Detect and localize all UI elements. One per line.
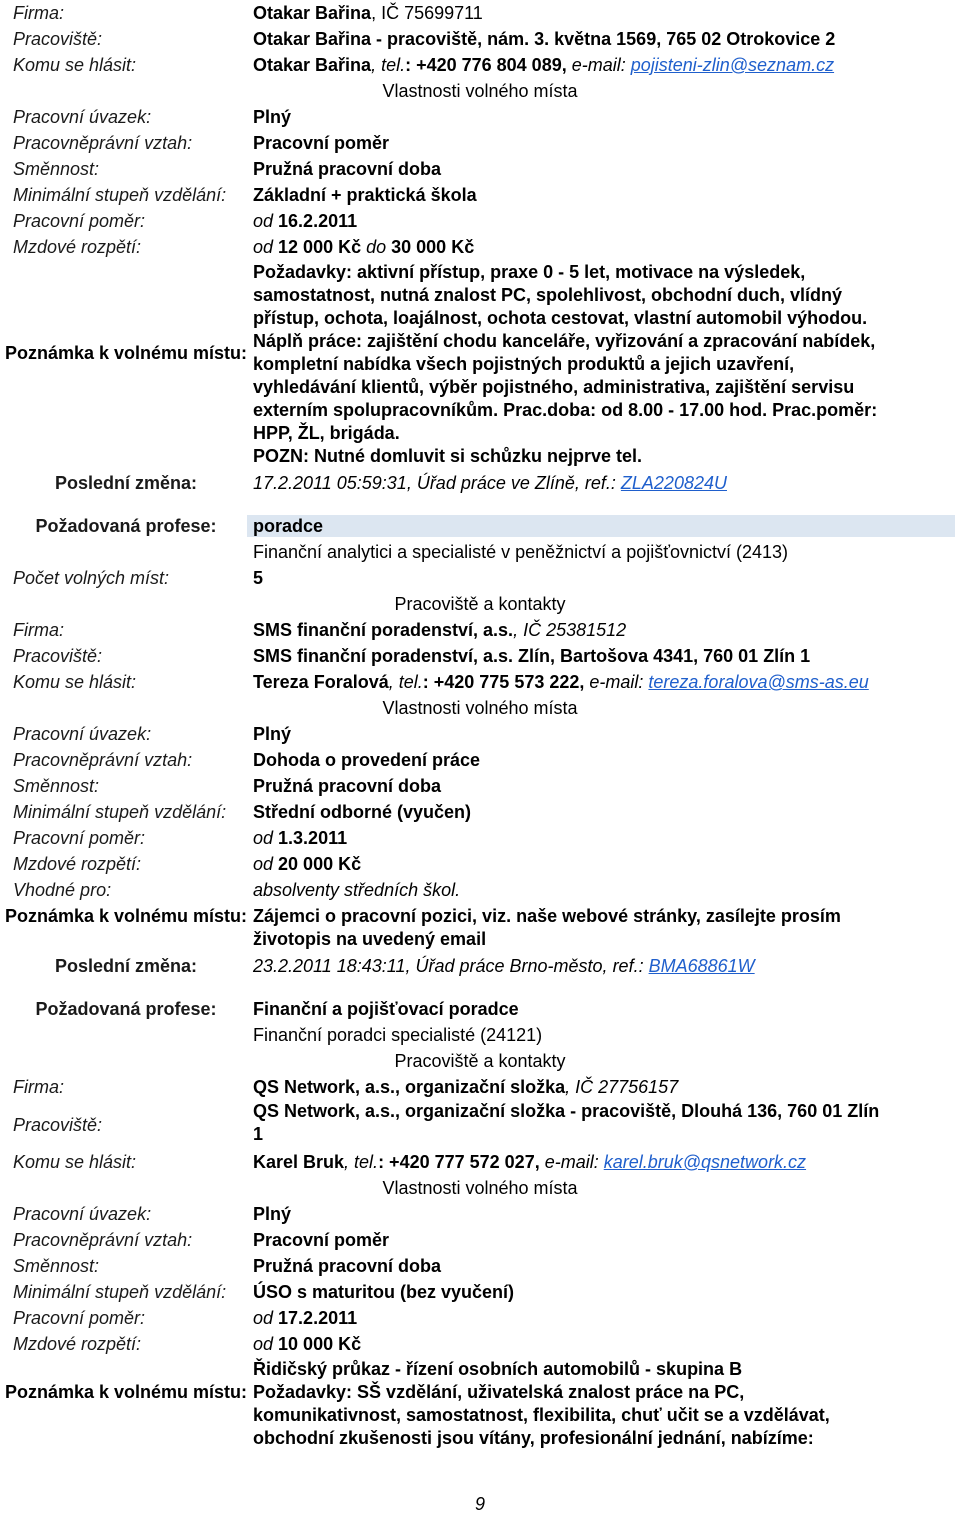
- e2-pomer-row: [0, 825, 960, 851]
- e3-note-text: Řidičský průkaz - řízení osobních automobilů - skupina B Požadavky: SŠ vzdělání, uživatelská znalost práce na PC, komunikativnost, samostatnost, flexibilita, chuť učit se a vzdělávat, obchodní zkušenosti jsou vítány, profesionální jednání, nabízíme:: [253, 1359, 830, 1448]
- e1-mzda-label: Mzdové rozpětí:: [13, 237, 142, 257]
- e2-section-row: [0, 695, 960, 721]
- e1-email-link[interactable]: pojisteni-zlin@seznam.cz: [630, 55, 835, 75]
- e2-mzda-row: [0, 851, 960, 877]
- e2-contacts-row: [0, 591, 960, 617]
- e1-uvazek-row: [0, 104, 960, 130]
- e2-pracoviste-row: [0, 643, 960, 669]
- e2-note-text: Zájemci o pracovní pozici, viz. naše webové stránky, zasílejte prosím životopis na uvedený email: [253, 906, 841, 949]
- e2-zmena-label: Poslední změna:: [54, 956, 198, 976]
- e2-pocet-value: 5: [253, 568, 264, 588]
- e2-uvazek-row: [0, 721, 960, 747]
- e1-smen-row: [0, 156, 960, 182]
- e3-contacts-heading: Pracoviště a kontakty: [394, 1051, 566, 1071]
- e3-pomer-value: od 17.2.2011: [253, 1308, 358, 1328]
- e2-pocet-label: Počet volných míst:: [13, 568, 170, 588]
- e3-uvazek-label: Pracovní úvazek:: [13, 1204, 152, 1224]
- e2-vzdel-value: Střední odborné (vyučen): [253, 802, 472, 822]
- e3-firma-value: QS Network, a.s., organizační složka, IČ 27756157: [253, 1077, 679, 1097]
- e1-mzda-value: od 12 000 Kč do 30 000 Kč: [253, 237, 475, 257]
- e1-zmena-row: [0, 470, 960, 496]
- e2-vhodne-value: absolventy středních škol.: [253, 880, 461, 900]
- e1-smen-value: Pružná pracovní doba: [253, 159, 442, 179]
- e3-profese-sub: Finanční poradci specialisté (24121): [253, 1025, 543, 1045]
- e3-contacts-row: [0, 1048, 960, 1074]
- e1-vztah-value: Pracovní poměr: [253, 133, 390, 153]
- e3-vztah-row: [0, 1227, 960, 1253]
- e3-pomer-row: [0, 1305, 960, 1331]
- e2-pocet-row: [0, 565, 960, 591]
- e3-smen-row: [0, 1253, 960, 1279]
- e2-section-heading: Vlastnosti volného místa: [382, 698, 578, 718]
- e3-mzda-row: [0, 1331, 960, 1357]
- e2-mzda-label: Mzdové rozpětí:: [13, 854, 142, 874]
- e3-vztah-label: Pracovněprávní vztah:: [13, 1230, 193, 1250]
- e2-email-link[interactable]: tereza.foralova@sms-as.eu: [648, 672, 869, 692]
- e2-vhodne-label: Vhodné pro:: [13, 880, 112, 900]
- e2-ref-link[interactable]: BMA68861W: [648, 956, 755, 976]
- e1-vztah-label: Pracovněprávní vztah:: [13, 133, 193, 153]
- e2-smen-row: [0, 773, 960, 799]
- e3-mzda-value: od 10 000 Kč: [253, 1334, 362, 1354]
- e2-vztah-label: Pracovněprávní vztah:: [13, 750, 193, 770]
- e2-vztah-row: [0, 747, 960, 773]
- e2-firma-label: Firma:: [13, 620, 64, 640]
- e2-vztah-value: Dohoda o provedení práce: [253, 750, 481, 770]
- e2-profese-value: poradce: [253, 516, 324, 536]
- e3-profese-sub-row: [0, 1022, 960, 1048]
- e3-section-heading: Vlastnosti volného místa: [382, 1178, 578, 1198]
- e3-smen-value: Pružná pracovní doba: [253, 1256, 442, 1276]
- e2-profese-label: Požadovaná profese:: [35, 516, 217, 536]
- e3-smen-label: Směnnost:: [13, 1256, 100, 1276]
- e1-firma-label: Firma:: [13, 3, 64, 23]
- e2-profese-row: [0, 513, 960, 539]
- e2-firma-row: [0, 617, 960, 643]
- e2-vzdel-label: Minimální stupeň vzdělání:: [13, 802, 227, 822]
- e2-komu-label: Komu se hlásit:: [13, 672, 137, 692]
- e2-uvazek-value: Plný: [253, 724, 292, 744]
- e1-pomer-row: [0, 208, 960, 234]
- e1-zmena-label: Poslední změna:: [54, 473, 198, 493]
- e3-profese-label: Požadovaná profese:: [35, 999, 217, 1019]
- e1-firma-row: [0, 0, 960, 26]
- e1-pracoviste-label: Pracoviště:: [13, 29, 103, 49]
- e3-komu-value: Karel Bruk, tel.: +420 777 572 027, e-mail: karel.bruk@qsnetwork.cz: [253, 1152, 807, 1172]
- e1-vzdel-row: [0, 182, 960, 208]
- page-number: 9: [474, 1494, 485, 1514]
- e2-pracoviste-label: Pracoviště:: [13, 646, 103, 666]
- e3-note-label: Poznámka k volnému místu:: [4, 1382, 248, 1402]
- e2-pomer-label: Pracovní poměr:: [13, 828, 146, 848]
- e2-vzdel-row: [0, 799, 960, 825]
- e3-uvazek-row: [0, 1201, 960, 1227]
- e1-vzdel-value: Základní + praktická škola: [253, 185, 477, 205]
- e3-mzda-label: Mzdové rozpětí:: [13, 1334, 142, 1354]
- e2-profese-sub-row: [0, 539, 960, 565]
- e1-note-text: Požadavky: aktivní přístup, praxe 0 - 5 let, motivace na výsledek, samostatnost, nutná znalost PC, spolehlivost, obchodní duch, vlídný přístup, ochota, loajálnost, ochota cestovat, vlastní automobil výhodou. Náplň práce: zajištění chodu kanceláře, vyřizování a zpracování nabídek, kompletní nabídka všech pojistných produktů a jejich uzavření, vyhledávání klientů, výběr pojistného, administrativa, zajištění servisu externím spolupracovníkům. Prac.doba: od 8.00 - 17.00 hod. Prac.poměr: HPP, ŽL, brigáda. POZN: Nutné domluvit si schůzku nejprve tel.: [253, 262, 878, 466]
- e2-pracoviste-value: SMS finanční poradenství, a.s. Zlín, Bartošova 4341, 760 01 Zlín 1: [253, 646, 811, 666]
- e1-ref-link[interactable]: ZLA220824U: [620, 473, 727, 493]
- e3-komu-label: Komu se hlásit:: [13, 1152, 137, 1172]
- e1-mzda-row: [0, 234, 960, 260]
- e3-vztah-value: Pracovní poměr: [253, 1230, 390, 1250]
- e3-pracoviste-label: Pracoviště:: [13, 1115, 103, 1135]
- e1-uvazek-label: Pracovní úvazek:: [13, 107, 152, 127]
- e2-contacts-heading: Pracoviště a kontakty: [394, 594, 566, 614]
- e1-vzdel-label: Minimální stupeň vzdělání:: [13, 185, 227, 205]
- e2-vhodne-row: [0, 877, 960, 903]
- e3-pomer-label: Pracovní poměr:: [13, 1308, 146, 1328]
- e3-firma-row: [0, 1074, 960, 1100]
- e3-section-row: [0, 1175, 960, 1201]
- e1-section-heading: Vlastnosti volného místa: [382, 81, 578, 101]
- e2-profese-sub: Finanční analytici a specialisté v peněžnictví a pojišťovnictví (2413): [253, 542, 789, 562]
- e1-pracoviste-row: [0, 26, 960, 52]
- e1-vztah-row: [0, 130, 960, 156]
- e2-komu-row: [0, 669, 960, 695]
- e2-smen-label: Směnnost:: [13, 776, 100, 796]
- e3-vzdel-value: ÚSO s maturitou (bez vyučení): [253, 1282, 515, 1302]
- e2-note-label: Poznámka k volnému místu:: [4, 906, 248, 926]
- e3-komu-row: [0, 1149, 960, 1175]
- e2-zmena-row: [0, 953, 960, 979]
- e3-vzdel-row: [0, 1279, 960, 1305]
- e1-note-label: Poznámka k volnému místu:: [4, 343, 248, 363]
- e1-zmena-value: 17.2.2011 05:59:31, Úřad práce ve Zlíně, ref.: ZLA220824U: [253, 473, 727, 493]
- e1-pomer-value: od 16.2.2011: [253, 211, 358, 231]
- e2-zmena-value: 23.2.2011 18:43:11, Úřad práce Brno-město, ref.: BMA68861W: [253, 956, 755, 976]
- e2-smen-value: Pružná pracovní doba: [253, 776, 442, 796]
- e2-uvazek-label: Pracovní úvazek:: [13, 724, 152, 744]
- e1-komu-value: Otakar Bařina, tel.: +420 776 804 089, e-mail: pojisteni-zlin@seznam.cz: [253, 55, 835, 75]
- e3-uvazek-value: Plný: [253, 1204, 292, 1224]
- e2-pomer-value: od 1.3.2011: [253, 828, 348, 848]
- e1-section-row: [0, 78, 960, 104]
- e1-komu-row: [0, 52, 960, 78]
- e3-pracoviste-value: QS Network, a.s., organizační složka - pracoviště, Dlouhá 136, 760 01 Zlín 1: [253, 1101, 880, 1144]
- e1-pomer-label: Pracovní poměr:: [13, 211, 146, 231]
- e1-smen-label: Směnnost:: [13, 159, 100, 179]
- e2-firma-value: SMS finanční poradenství, a.s., IČ 25381512: [253, 620, 627, 640]
- e2-mzda-value: od 20 000 Kč: [253, 854, 362, 874]
- e3-profese-row: [0, 996, 960, 1022]
- e3-profese-value: Finanční a pojišťovací poradce: [253, 999, 519, 1019]
- e2-komu-value: Tereza Foralová, tel.: +420 775 573 222, e-mail: tereza.foralova@sms-as.eu: [253, 672, 869, 692]
- e3-email-link[interactable]: karel.bruk@qsnetwork.cz: [603, 1152, 807, 1172]
- e1-uvazek-value: Plný: [253, 107, 292, 127]
- e1-firma-value: Otakar Bařina, IČ 75699711: [253, 3, 483, 23]
- e3-vzdel-label: Minimální stupeň vzdělání:: [13, 1282, 227, 1302]
- e1-pracoviste-value: Otakar Bařina - pracoviště, nám. 3. května 1569, 765 02 Otrokovice 2: [253, 29, 836, 49]
- e3-firma-label: Firma:: [13, 1077, 64, 1097]
- e1-komu-label: Komu se hlásit:: [13, 55, 137, 75]
